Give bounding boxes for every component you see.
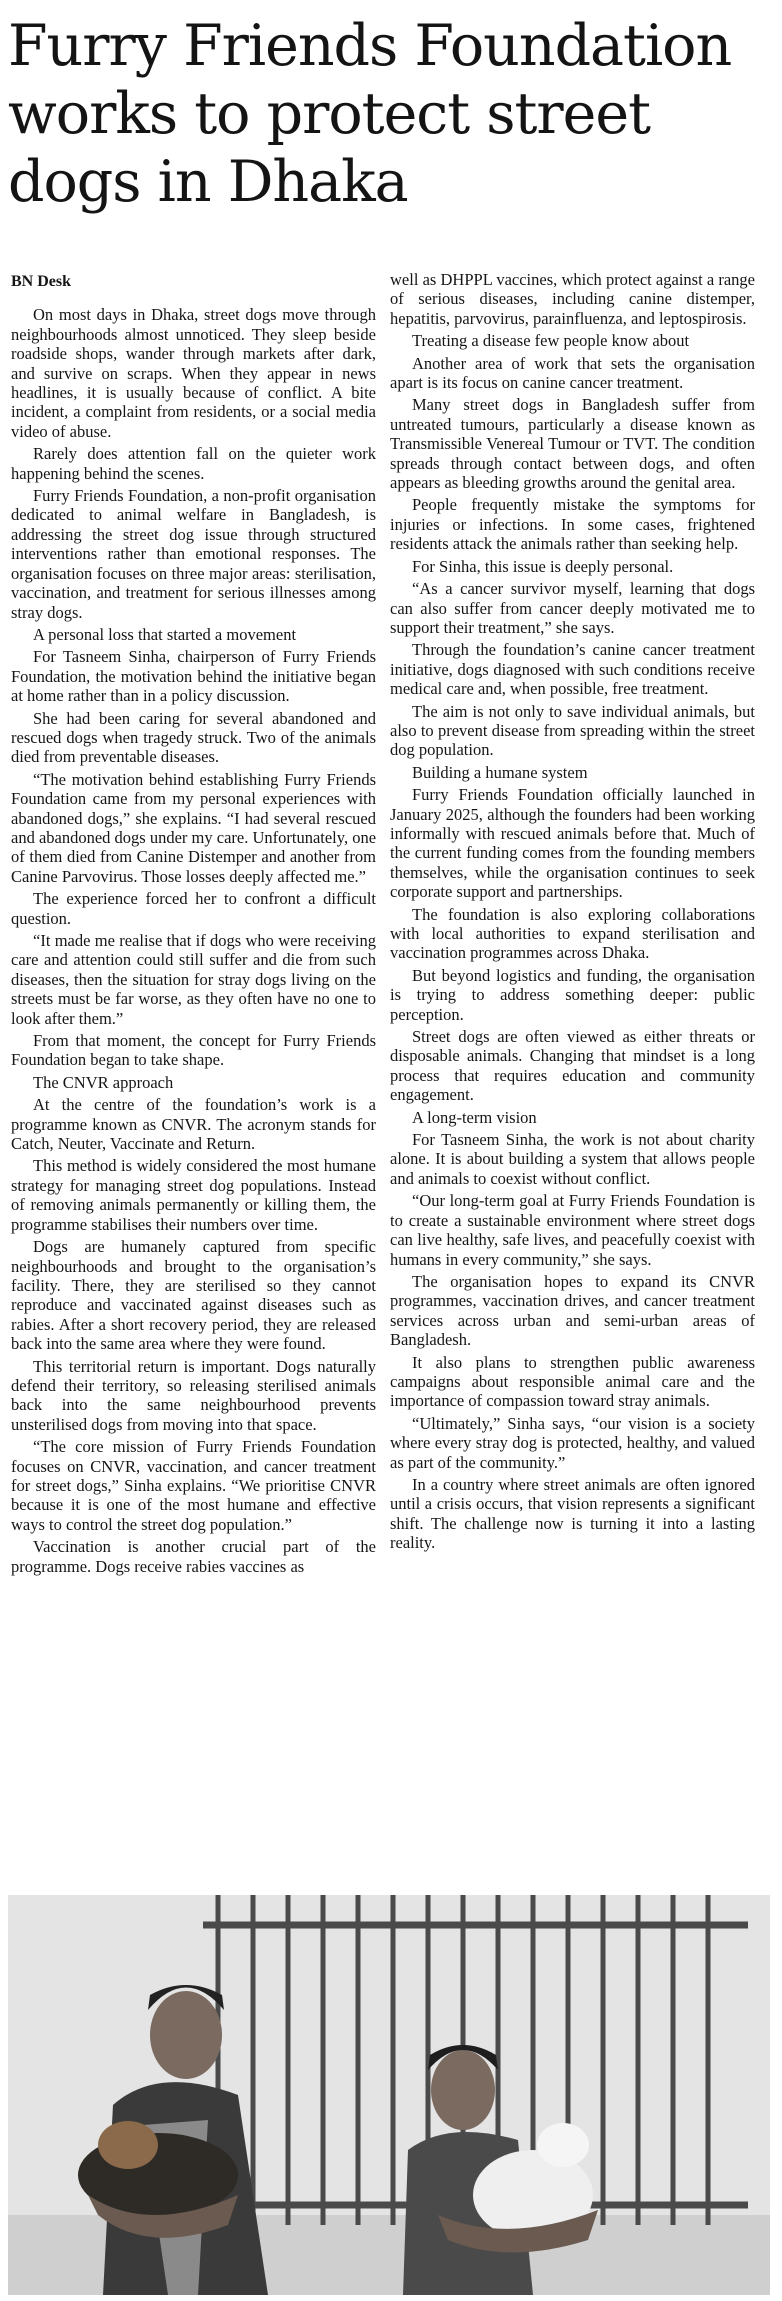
- paragraph: She had been caring for several abandoned and rescued dogs when tragedy struck. Two of the animals died from preventable diseases.: [11, 708, 376, 767]
- paragraph: For Tasneem Sinha, the work is not about charity alone. It is about building a system that allows people and animals to coexist without conflict.: [390, 1130, 755, 1188]
- paragraph: This territorial return is important. Dogs naturally defend their territory, so releasing sterilised animals back into the same neighbourhood prevents unsterilised dogs from moving into that space.: [11, 1356, 376, 1434]
- paragraph: For Sinha, this issue is deeply personal.: [412, 556, 674, 576]
- paragraph: But beyond logistics and funding, the organisation is trying to address something deeper: public perception.: [390, 965, 755, 1024]
- paragraph: People frequently mistake the symptoms for injuries or infections. In some cases, frightened residents attack the animals rather than seeking help.: [390, 495, 755, 554]
- paragraph: On most days in Dhaka, street dogs move through neighbourhoods almost unnoticed. They sleep beside roadside shops, wander through markets after dark, and survive on scraps. When they appear in news headlines, it is usually because of conflict. A bite incident, a complaint from residents, or a social media video of abuse.: [11, 305, 376, 441]
- left-column: [11, 272, 376, 1579]
- paragraph: At the centre of the foundation’s work is a programme known as CNVR. The acronym stands for Catch, Neuter, Vaccinate and Return.: [11, 1095, 376, 1154]
- right-column: [390, 270, 755, 1556]
- paragraph: Furry Friends Foundation, a non-profit organisation dedicated to animal welfare in Bangladesh, is addressing the street dog issue through structured interventions rather than emotional responses. The organisation focuses on three major areas: sterilisation, vaccination, and treatment for serious illnesses among stray dogs.: [11, 486, 376, 622]
- photo-illustration: [8, 1895, 770, 2295]
- paragraph: “As a cancer survivor myself, learning that dogs can also suffer from cancer deeply motivated me to support their treatment,” she says.: [390, 579, 755, 637]
- paragraph: “Our long-term goal at Furry Friends Foundation is to create a sustainable environment where street dogs can live healthy, safe lives, and peacefully coexist with humans in every community,” she says.: [390, 1191, 755, 1269]
- subheading: Building a humane system: [412, 762, 588, 782]
- paragraph: Street dogs are often viewed as either threats or disposable animals. Changing that mindset is a long process that requires education and community engagement.: [390, 1027, 755, 1105]
- subheading: The CNVR approach: [33, 1072, 174, 1092]
- paragraph: The foundation is also exploring collaborations with local authorities to expand sterilisation and vaccination programmes across Dhaka.: [390, 904, 755, 963]
- subheading: Treating a disease few people know about: [412, 331, 690, 351]
- paragraph: The organisation hopes to expand its CNVR programmes, vaccination drives, and cancer treatment services across urban and semi-urban areas of Bangladesh.: [390, 1271, 755, 1350]
- byline: BN Desk: [11, 273, 72, 290]
- paragraph: “The motivation behind establishing Furry Friends Foundation came from my personal experiences with abandoned dogs,” she explains. “I had several rescued and abandoned dogs under my care. Unfortunately, one of them died from Canine Distemper and another from Canine Parvovirus. Those losses deeply affected me.”: [11, 769, 377, 886]
- paragraph: Another area of work that sets the organisation apart is its focus on canine cancer treatment.: [390, 353, 755, 393]
- paragraph: In a country where street animals are often ignored until a crisis occurs, that vision represents a significant shift. The challenge now is turning it into a lasting reality.: [390, 1474, 755, 1553]
- paragraph: Many street dogs in Bangladesh suffer from untreated tumours, particularly a disease known as Transmissible Venereal Tumour or TVT. The condition spreads through contact between dogs, and often appears as bleeding growths around the genital area.: [390, 395, 755, 493]
- paragraph: The experience forced her to confront a difficult question.: [11, 889, 376, 928]
- paragraph: Furry Friends Foundation officially launched in January 2025, although the founders had been working informally with rescued animals before that. Much of the current funding comes from the founding members themselves, while the organisation continues to seek corporate support and partnerships.: [390, 785, 755, 902]
- paragraph: “Ultimately,” Sinha says, “our vision is a society where every stray dog is protected, healthy, and valued as part of the community.”: [390, 1413, 755, 1472]
- paragraph: Through the foundation’s canine cancer treatment initiative, dogs diagnosed with such conditions receive medical care and, when possible, free treatment.: [390, 640, 755, 699]
- paragraph: Dogs are humanely captured from specific neighbourhoods and brought to the organisation’s facility. There, they are sterilised so they cannot reproduce and vaccinated against diseases such as rabies. After a short recovery period, they are released back into the same area where they were found.: [11, 1237, 376, 1354]
- paragraph: It also plans to strengthen public awareness campaigns about responsible animal care and the importance of compassion toward stray animals.: [390, 1352, 755, 1411]
- paragraph: “It made me realise that if dogs who were receiving care and attention could still suffer and die from such diseases, then the situation for stray dogs living on the streets must be far worse, as they often have no one to look after them.”: [11, 931, 376, 1028]
- paragraph: “The core mission of Furry Friends Foundation focuses on CNVR, vaccination, and cancer treatment for street dogs,” Sinha explains. “We prioritise CNVR because it is one of the most humane and effective ways to control the street dog population.”: [11, 1437, 376, 1534]
- paragraph: This method is widely considered the most humane strategy for managing street dog populations. Instead of removing animals permanently or killing them, the programme stabilises their numbers over time.: [11, 1156, 376, 1234]
- paragraph: For Tasneem Sinha, chairperson of Furry Friends Foundation, the motivation behind the initiative began at home rather than in a policy discussion.: [11, 647, 376, 706]
- paragraph: Vaccination is another crucial part of the programme. Dogs receive rabies vaccines as: [11, 1537, 376, 1576]
- paragraph: well as DHPPL vaccines, which protect against a range of serious diseases, including canine distemper, hepatitis, parvovirus, parainfluenza, and leptospirosis.: [390, 270, 755, 328]
- article-headline: Furry Friends Foundation works to protect street dogs in Dhaka: [8, 13, 732, 215]
- subheading: A long-term vision: [412, 1107, 537, 1127]
- subheading: A personal loss that started a movement: [33, 624, 297, 644]
- article-photo: [8, 1895, 770, 2295]
- paragraph: The aim is not only to save individual animals, but also to prevent disease from spreading within the street dog population.: [390, 701, 755, 760]
- paragraph: Rarely does attention fall on the quieter work happening behind the scenes.: [11, 444, 376, 483]
- paragraph: From that moment, the concept for Furry Friends Foundation began to take shape.: [11, 1031, 376, 1070]
